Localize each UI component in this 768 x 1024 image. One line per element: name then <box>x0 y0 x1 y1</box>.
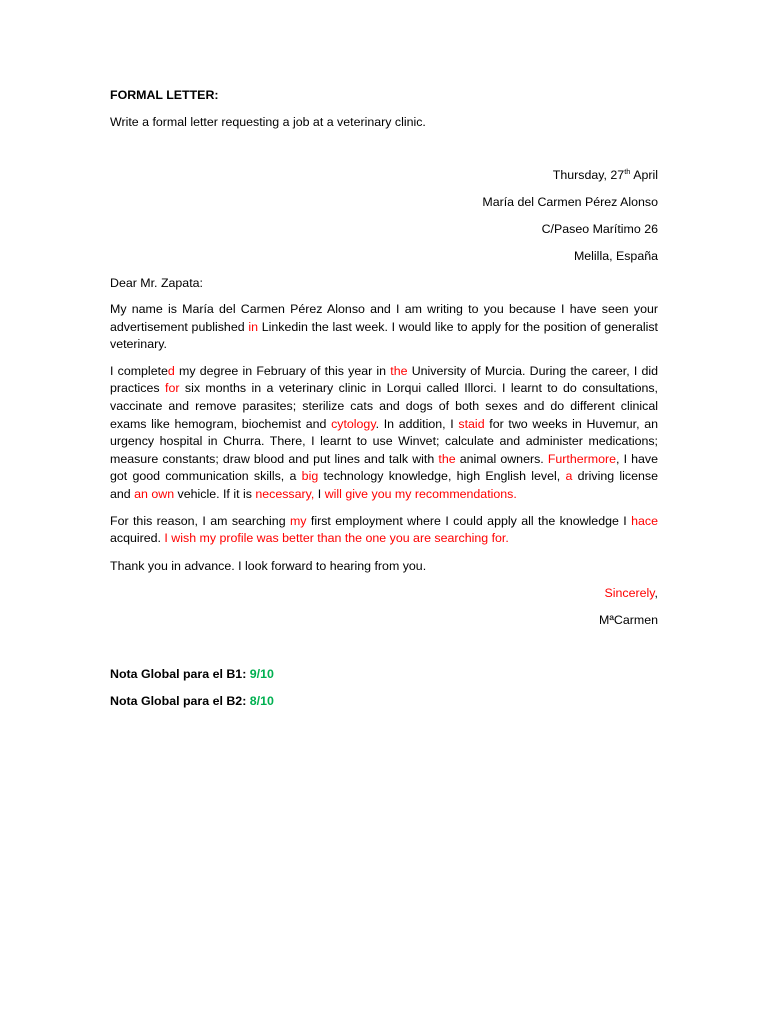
correction-mark: the <box>390 363 408 378</box>
text-segment: . In addition, I <box>375 416 459 431</box>
correction-mark: in <box>248 319 258 334</box>
text-segment: for two weeks in Huvemur, an urgency hospital in Churra. There, I learnt to use Winvet; calculate and administer medications; measure constants; draw blood and put lines and talk with <box>110 416 658 466</box>
date-suffix: th <box>624 167 631 176</box>
grade-b2-score: 8/10 <box>249 693 274 708</box>
text-segment: I complete <box>110 363 168 378</box>
text-segment: acquired. <box>110 531 165 546</box>
text-segment: technology knowledge, high English level, <box>318 469 566 484</box>
paragraph-2 <box>110 363 658 504</box>
signature: MªCarmen <box>599 612 658 627</box>
sender-street: C/Paseo Marítimo 26 <box>541 222 658 236</box>
correction-mark: d <box>167 363 175 378</box>
sender-name: María del Carmen Pérez Alonso <box>482 195 658 209</box>
closing-sincerely: Sincerely <box>604 585 655 600</box>
letter-heading: FORMAL LETTER: <box>110 88 219 102</box>
text-segment: My name is María del Carmen Pérez Alonso and I am writing to you because I have seen your advertisement published <box>110 302 658 334</box>
correction-mark: necessary, <box>255 486 315 501</box>
letter-date <box>110 166 658 184</box>
text-segment: six months in a veterinary clinic in Lorqui called Illorci. I learnt to do consultations, vaccinate and remove parasites; sterilize cats and dogs of both sexes and do different clinical exams like hemogram, biochemist and <box>110 381 658 431</box>
grade-b2 <box>110 692 658 710</box>
salutation: Dear Mr. Zapata: <box>110 276 203 290</box>
correction-mark: hace <box>631 513 658 528</box>
letter-content <box>110 86 658 710</box>
date-prefix: Thursday, 27 <box>552 168 625 182</box>
correction-mark: cytology <box>331 416 376 431</box>
text-segment: University of Murcia. During the career, I did practices <box>110 363 659 396</box>
correction-mark: for <box>165 381 180 396</box>
correction-mark: a <box>565 469 573 484</box>
correction-mark: my <box>289 513 307 528</box>
correction-mark: staid <box>458 416 485 431</box>
text-segment: my degree in February of this year in <box>174 363 391 378</box>
text-segment: vehicle. If it is <box>174 486 256 501</box>
text-segment: For this reason, I am searching <box>110 513 290 528</box>
correction-mark: Furthermore <box>547 451 617 466</box>
text-segment: animal owners. <box>455 451 548 466</box>
grade-b2-label: Nota Global para el B2: <box>110 693 250 708</box>
grade-b1-score: 9/10 <box>249 666 274 681</box>
grade-b1-label: Nota Global para el B1: <box>110 666 250 681</box>
assignment-prompt: Write a formal letter requesting a job at a veterinary clinic. <box>110 115 426 129</box>
correction-mark: an own <box>134 486 175 501</box>
text-segment: Linkedin the last week. I would like to apply for the position of generalist veterinary. <box>110 319 658 352</box>
date-month: April <box>630 168 658 182</box>
correction-mark: the <box>438 451 456 466</box>
correction-mark: big <box>301 469 319 484</box>
text-segment: first employment where I could apply all the knowledge I <box>306 513 632 528</box>
correction-mark: I wish my profile was better than the one you are searching for. <box>164 531 509 546</box>
correction-mark: will give you my recommendations. <box>324 486 517 501</box>
text-segment: , I have got good communication skills, a <box>110 451 658 484</box>
text-segment: I <box>314 486 325 501</box>
closing-line <box>110 584 658 602</box>
paragraph-3 <box>110 513 658 548</box>
text-segment: driving license and <box>110 469 658 501</box>
paragraph-1 <box>110 301 658 354</box>
closing-comma: , <box>654 585 658 600</box>
thanks-line: Thank you in advance. I look forward to hearing from you. <box>110 558 427 573</box>
grade-b1 <box>110 665 658 683</box>
sender-city: Melilla, España <box>573 249 658 263</box>
